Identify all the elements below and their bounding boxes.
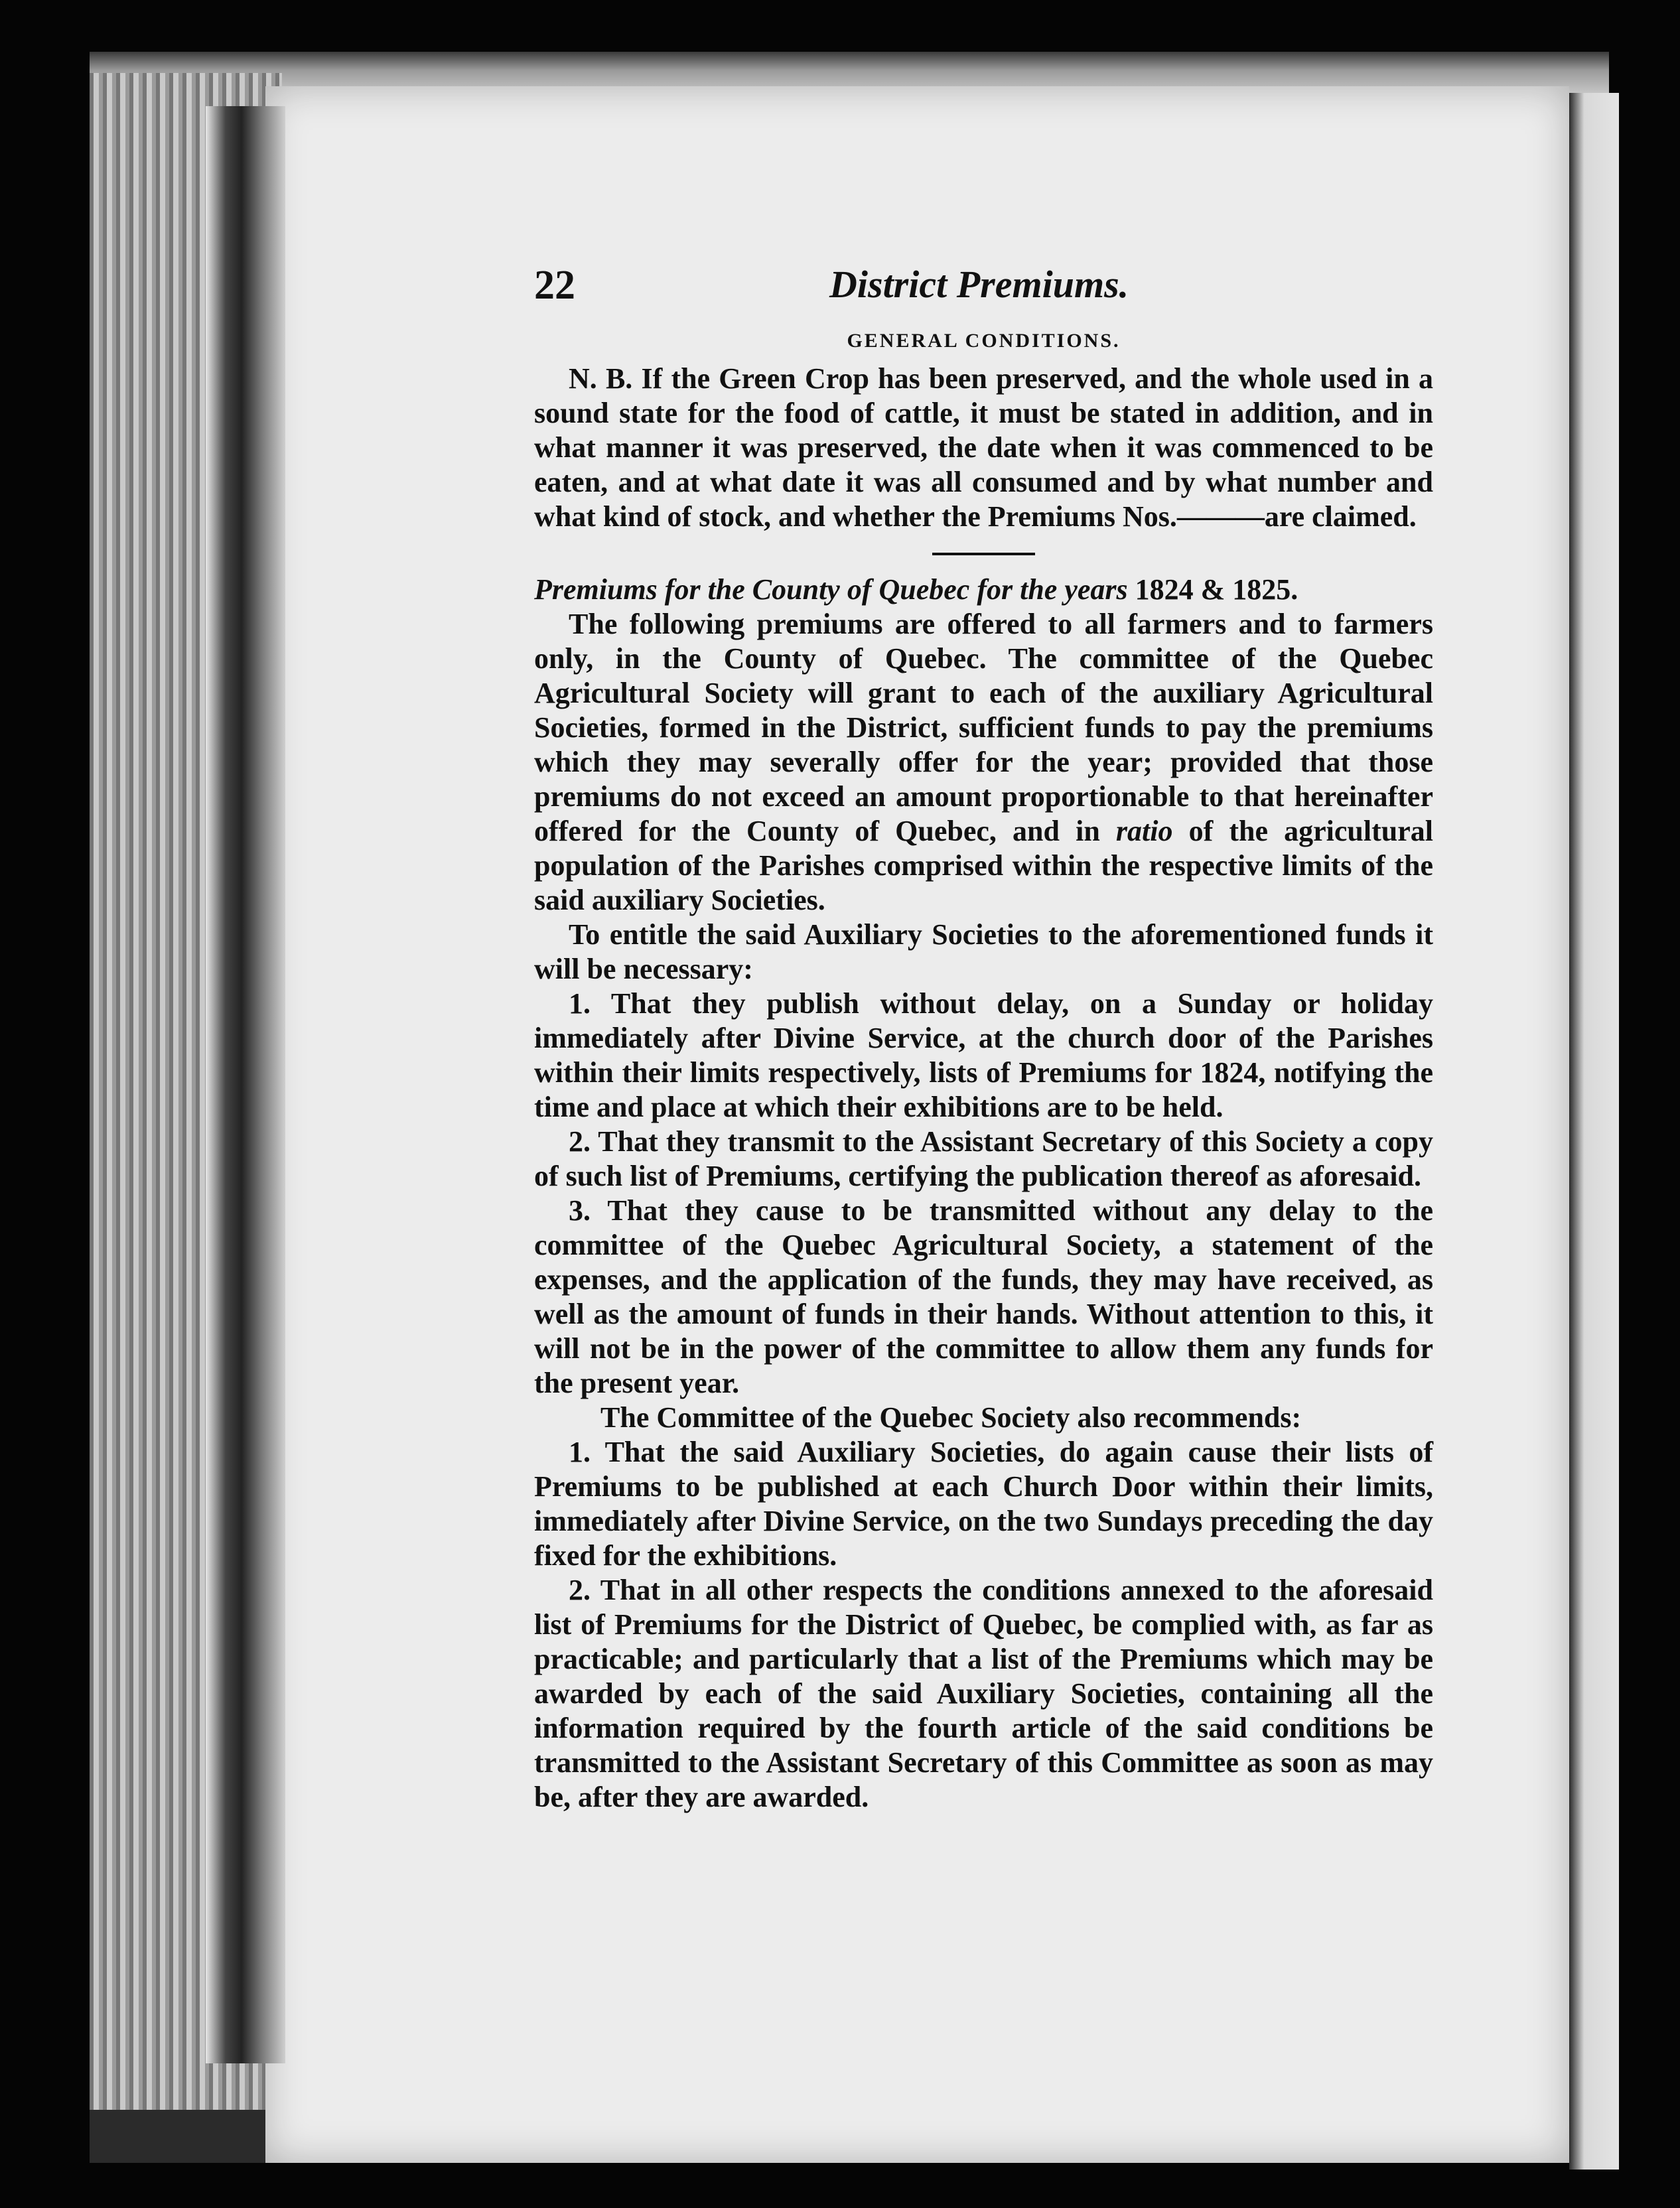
nb-paragraph: N. B. If the Green Crop has been preserved, and the whole used in a sound state for the food of cattle, it must be stated in addition, and in what manner it was preserved, the date when it was commenced to be eaten, and at what date it was all consumed and by what number and what kind of stock, and whether the Premiums Nos.———are claimed. — [534, 362, 1433, 533]
county-title-years: 1824 & 1825. — [1135, 573, 1298, 606]
section-heading: GENERAL CONDITIONS. — [847, 330, 1121, 352]
intro-paragraph — [534, 607, 1433, 918]
recommendation-item: 2. That in all other respects the conditions annexed to the aforesaid list of Premiums for the District of Quebec, be complied with, as far as practicable; and particularly that a list of the Premiums which may be awarded by each of the said Auxiliary Societies, containing all the information required by the fourth article of the said conditions be transmitted to the Assistant Secretary of this Committee as soon as may be, after they are awarded. — [534, 1574, 1433, 1813]
condition-item: 3. That they cause to be transmitted without any delay to the committee of the Quebec Agricultural Society, a statement of the expenses, and the application of the funds, they may have received, as well as the amount of funds in their hands. Without attention to this, it will not be in the power of the committee to allow them any funds for the present year. — [534, 1194, 1433, 1399]
intro-text-2: of the agricultural population of the Parishes comprised within the respective limits of the said auxiliary Societies. — [534, 815, 1434, 916]
book-bottom-edge — [90, 2110, 282, 2163]
intro-ratio: ratio — [1115, 815, 1173, 847]
recommends-paragraph: The Committee of the Quebec Society also recommends: — [600, 1401, 1302, 1434]
entitle-paragraph: To entitle the said Auxiliary Societies to the aforementioned funds it will be necessary: — [534, 918, 1433, 985]
county-title — [534, 573, 1433, 607]
running-head: District Premiums. — [829, 263, 1129, 306]
facing-page-edge — [1569, 93, 1619, 2170]
section-divider — [932, 553, 1035, 555]
condition-item: 1. That they publish without delay, on a Sunday or holiday immediately after Divine Service, at the church door of the Parishes within their limits respectively, lists of Premiums for 1824, notifying the time and place at which their exhibitions are to be held. — [534, 987, 1433, 1123]
county-title-text: Premiums for the County of Quebec for the years — [534, 573, 1128, 606]
intro-text-1: The following premiums are offered to all farmers and to farmers only, in the County of Quebec. The committee of the Quebec Agricultural Society will grant to each of the auxiliary Agricultural Societies, formed in the District, sufficient funds to pay the premiums which they may severally offer for the year; provided that those premiums do not exceed an amount proportionable to that hereinafter offered for the County of Quebec, and in — [534, 608, 1433, 847]
recommendation-item: 1. That the said Auxiliary Societies, do again cause their lists of Premiums to be published at each Church Door within their limits, immediately after Divine Service, on the two Sundays preceding the day fixed for the exhibitions. — [534, 1436, 1433, 1572]
page-number: 22 — [534, 263, 575, 308]
book-gutter — [206, 106, 285, 2063]
page-header — [534, 262, 1433, 322]
condition-item: 2. That they transmit to the Assistant Secretary of this Society a copy of such list of Premiums, certifying the publication thereof as aforesaid. — [534, 1125, 1433, 1192]
page-content — [534, 262, 1433, 1815]
